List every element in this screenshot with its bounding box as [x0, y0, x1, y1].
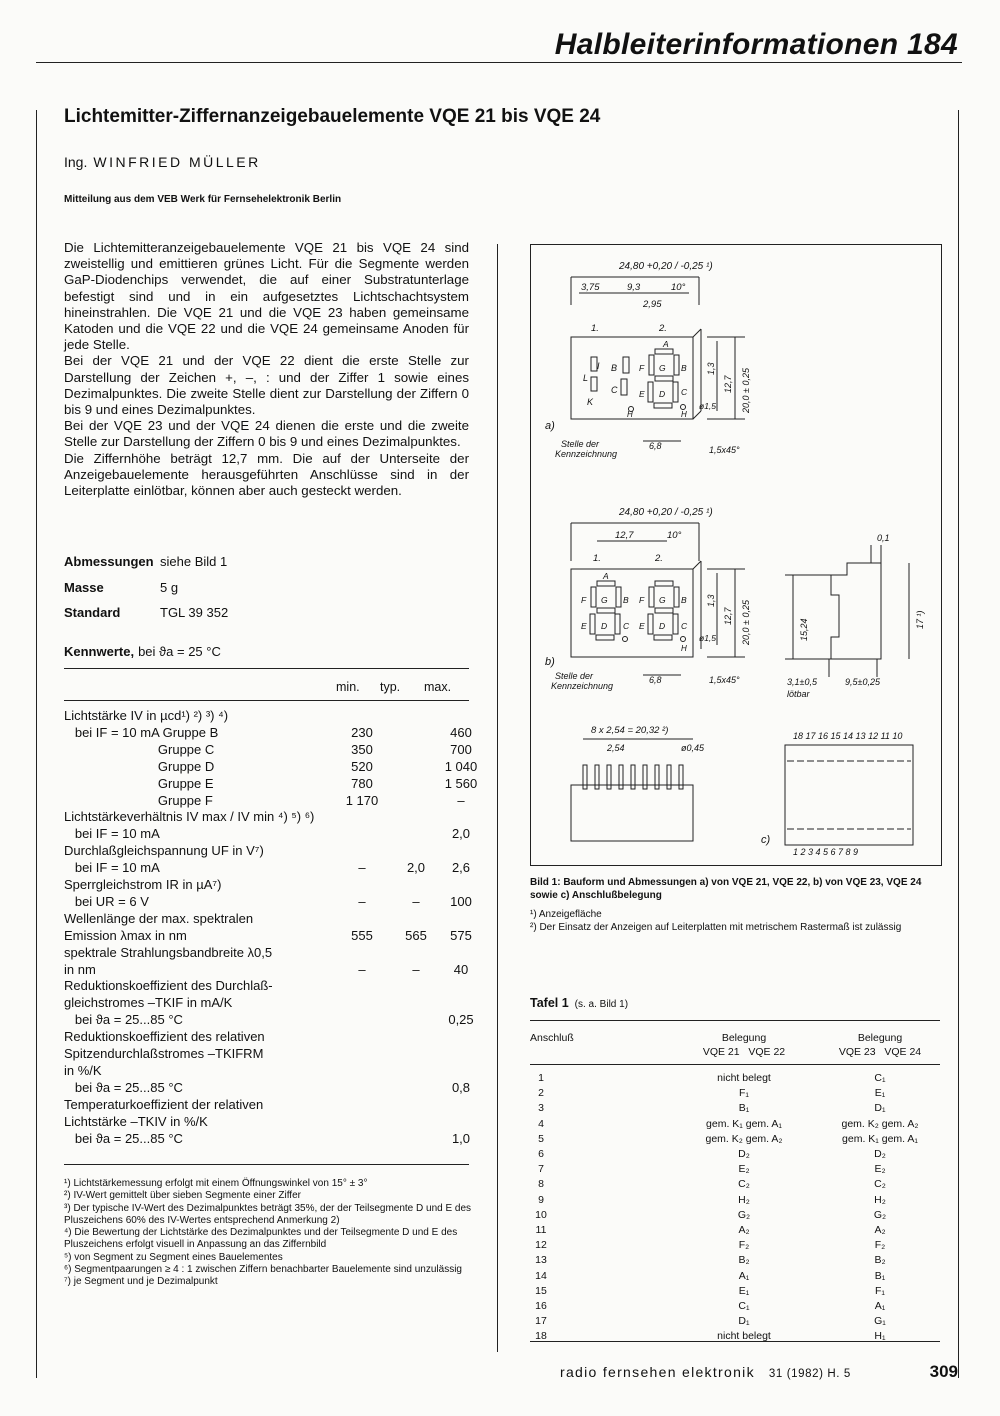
- dim-h3-b: 1,3: [706, 594, 716, 607]
- kennwerte-condition: bei ϑa = 25 °C: [138, 644, 221, 659]
- tafel-bel2: B₂: [874, 1254, 886, 1267]
- tafel-row: [530, 1315, 940, 1330]
- drawing-b: [545, 507, 751, 691]
- dim-68-b: 6,8: [649, 675, 662, 685]
- left-margin-line: [36, 110, 37, 1378]
- tafel-row: [530, 1148, 940, 1163]
- drawing-pins: [571, 725, 705, 841]
- tafel-bel1: B₁: [738, 1102, 750, 1115]
- footnote: ⁷) je Segment und je Dezimalpunkt: [64, 1276, 218, 1288]
- seg-b2: B: [681, 363, 687, 373]
- paragraph: Die Lichtemitteranzeigebauelemente VQE 21 bis VQE 24 sind zweistellig und emittieren grünes Licht. Für die Segmente werden GaP-Diodenchips verwendet, die auf einer Substratunterlage befestigt sind und in ein aufgesetztes Lichtschachtsystem hineinstrahlen. Die VQE 21 und die VQE 23 haben gemeinsame Katoden und die VQE 22 und die VQE 24 gemeinsame Anoden für jede Stelle.: [64, 240, 469, 353]
- param-row: [64, 1012, 474, 1029]
- tafel-bel1: B₂: [738, 1254, 750, 1267]
- param-row: [64, 1063, 469, 1080]
- param-row: [64, 741, 472, 759]
- paragraph: Die Ziffernhöhe beträgt 12,7 mm. Die auf der Unterseite der Anzeigebauelemente herausgeführten Anschlüsse sind in der Leiterplatte einlötbar, können aber auch gesteckt werden.: [64, 450, 469, 499]
- tafel-pin: 3: [538, 1102, 544, 1115]
- dim-chamfer-a: 1,5x45°: [709, 445, 740, 455]
- seg-c2b: C: [681, 621, 688, 631]
- param-row: [64, 724, 472, 742]
- param-label: Gruppe E: [64, 775, 214, 791]
- param-max: 0,8: [451, 1079, 471, 1095]
- tafel-bel2: F₂: [874, 1239, 886, 1252]
- param-label: in nm: [64, 961, 96, 977]
- seg-a1b: A: [603, 571, 609, 581]
- param-label: Reduktionskoeffizient des relativen: [64, 1029, 265, 1045]
- pos-2-a: 2.: [659, 323, 667, 334]
- param-typ: –: [412, 893, 420, 909]
- kennz-b: Kennzeichnung: [551, 681, 614, 691]
- tafel-bel2: A₁: [874, 1300, 886, 1312]
- param-typ: –: [412, 961, 420, 977]
- journal-issue: 31 (1982) H. 5: [768, 1368, 851, 1380]
- tafel-bel2: F₁: [875, 1284, 885, 1297]
- param-label: gleichstromes –TKIF in mA/K: [64, 995, 233, 1011]
- tafel-bel1: F₁: [739, 1087, 749, 1100]
- author: [64, 154, 261, 170]
- spec-value: siehe Bild 1: [160, 554, 228, 569]
- param-label: Spitzendurchlaßstromes –TKIFRM: [64, 1046, 264, 1061]
- caption-main: Bild 1: Bauform und Abmessungen a) von VQE 21, VQE 22, b) von VQE 23, VQE 24 sowie c) Anschlußbelegung: [530, 877, 922, 901]
- param-row: [64, 1097, 469, 1114]
- seg-g1b: G: [601, 595, 608, 605]
- seg-e1b: E: [581, 621, 587, 631]
- caption-note: ¹) Anzeigefläche: [530, 909, 602, 920]
- seg-a2: A: [663, 339, 669, 349]
- table-rule-header: [64, 700, 469, 701]
- footer-journal: [560, 1364, 851, 1380]
- dim-68-a: 6,8: [649, 441, 662, 451]
- tafel-pin: 10: [535, 1208, 547, 1221]
- spec-row: [64, 605, 228, 620]
- param-label: spektrale Strahlungsbandbreite λ0,5: [64, 944, 273, 960]
- tafel-bel1: nicht belegt: [717, 1330, 771, 1343]
- param-min: 555: [351, 927, 373, 943]
- footnote: ⁴) Die Bewertung der Lichtstärke des Dezimalpunktes und der Teilsegmente D und E des Pluszeichens erfolgt visuell in Anpassung an das Ziffernbild: [64, 1227, 458, 1251]
- spec-label: Abmessungen: [64, 554, 154, 569]
- tafel-h-anschluss: Anschluß: [530, 1032, 574, 1044]
- drawing-side: [785, 533, 925, 699]
- tafel-bel1: H₂: [738, 1193, 750, 1206]
- param-label: Gruppe D: [64, 758, 215, 774]
- dim-h1-b: 12,7: [723, 607, 733, 625]
- tafel-bel1: E₂: [738, 1163, 750, 1176]
- param-max: 2,6: [451, 860, 471, 876]
- tafel-bel1: G₂: [737, 1208, 751, 1221]
- param-label: bei ϑa = 25...85 °C: [64, 1079, 183, 1095]
- tafel-pin: 12: [535, 1239, 547, 1252]
- col-max: max.: [424, 680, 452, 694]
- tafel-pin: 9: [538, 1193, 544, 1206]
- param-row: [64, 911, 469, 928]
- seg-c1: C: [611, 385, 618, 395]
- param-row: [64, 893, 472, 911]
- pos-1-a: 1.: [591, 323, 599, 334]
- tafel-bel1: D₁: [738, 1315, 750, 1328]
- seg-f2: F: [639, 363, 645, 373]
- tafel-h-bel2: Belegung: [857, 1032, 903, 1044]
- param-label: bei IF = 10 mA: [64, 826, 160, 842]
- tafel-row: [530, 1072, 940, 1087]
- footnote: ²) IV-Wert gemittelt über sieben Segmente einer Ziffer: [64, 1190, 301, 1202]
- author-name: WINFRIED MÜLLER: [93, 154, 261, 170]
- param-min: 1 170: [345, 792, 379, 808]
- tafel-pin: 7: [538, 1163, 544, 1176]
- technical-drawing: [531, 245, 941, 865]
- dim-a2: 9,3: [627, 282, 641, 293]
- param-max: 460: [450, 724, 472, 740]
- param-max: –: [457, 792, 465, 808]
- dim-width-a: 24,80 +0,20 / -0,25 ¹): [619, 261, 713, 272]
- kennz-a: Kennzeichnung: [555, 449, 618, 459]
- dim-side5: 9,5±0,25: [845, 677, 880, 687]
- tafel-rule-header: [530, 1064, 940, 1065]
- tafel-pin: 18: [535, 1330, 547, 1343]
- footnote: ³) Der typische IV-Wert des Dezimalpunktes beträgt 35%, der der Teilsegmente D und E des Pluszeichens 60% des IV-Wertes entsprechend Anmerkung 2): [64, 1202, 472, 1226]
- seg-e2b: E: [639, 621, 645, 631]
- right-margin-line: [958, 110, 959, 1378]
- param-min: 350: [351, 741, 373, 757]
- param-min: 230: [351, 724, 373, 740]
- tafel-bel1: D₂: [738, 1148, 750, 1160]
- param-label: bei IF = 10 mA Gruppe B: [64, 724, 219, 740]
- tafel-row: [530, 1087, 940, 1102]
- param-row: [64, 962, 469, 979]
- tafel-bel1: F₂: [738, 1239, 750, 1252]
- seg-b1b: B: [623, 595, 629, 605]
- dim-side4: 3,1±0,5: [787, 677, 817, 687]
- tafel-row: [530, 1254, 940, 1269]
- param-row: [64, 708, 469, 725]
- seg-b1: B: [611, 363, 618, 373]
- tafel-bel2: E₂: [874, 1163, 886, 1176]
- param-row: [64, 927, 472, 945]
- param-typ: 2,0: [406, 860, 426, 876]
- dim-b1: 12,7: [615, 530, 634, 541]
- tafel-row: [530, 1118, 940, 1133]
- param-label: Temperaturkoeffizient der relativen: [64, 1096, 264, 1112]
- tafel-pin: 11: [535, 1224, 547, 1236]
- seg-h2b: H: [681, 644, 687, 653]
- pos-2-b: 2.: [655, 553, 663, 564]
- paragraph: Bei der VQE 21 und der VQE 22 dient die erste Stelle zur Darstellung der Zeichen +, –, : und der Ziffer 1 sowie eines Dezimalpunktes. Die zweite Stelle dient zur Darstellung der Ziffern 0 bis 9 und eines Dezimalpunktes.: [64, 353, 469, 418]
- spec-label: Masse: [64, 580, 104, 595]
- tafel-row: [530, 1239, 940, 1254]
- param-label: Durchlaßgleichspannung UF in V⁷): [64, 843, 264, 859]
- param-row: [64, 995, 469, 1012]
- param-min: 520: [351, 758, 373, 774]
- dim-side4b: lötbar: [787, 689, 810, 699]
- param-label: Reduktionskoeffizient des Durchlaß-: [64, 978, 273, 994]
- dim-a4: 2,95: [643, 299, 662, 310]
- param-label: Gruppe F: [64, 792, 213, 808]
- param-label: Lichtstärke IV in µcd¹) ²) ³) ⁴): [64, 708, 229, 723]
- author-prefix: Ing.: [64, 154, 88, 170]
- tafel-bel2: gem. K₂ gem. A₂: [841, 1117, 919, 1130]
- spec-row: [64, 554, 227, 569]
- tafel-bel1: E₁: [738, 1284, 750, 1297]
- tafel-bel1: C₁: [738, 1300, 750, 1312]
- stelle-b: Stelle der: [555, 671, 594, 681]
- tafel-rule-bottom: [530, 1341, 940, 1342]
- param-label: Lichtstärkeverhältnis IV max / IV min ⁴) ⁵) ⁶): [64, 809, 315, 825]
- body-text: [64, 240, 469, 499]
- param-row: [64, 1114, 469, 1131]
- tafel-pin: 4: [538, 1117, 544, 1130]
- seg-h2: H: [681, 410, 687, 419]
- tafel-bel1: nicht belegt: [717, 1072, 771, 1084]
- param-row: [64, 775, 478, 793]
- tafel-bel2: C₂: [874, 1178, 886, 1191]
- dim-h2-b: 20,0 ± 0,25: [741, 600, 751, 645]
- param-row: [64, 860, 469, 877]
- pins-top: 18 17 16 15 14 13 12 11 10: [793, 731, 903, 741]
- param-max: 100: [450, 893, 472, 909]
- seg-d1b: D: [601, 621, 608, 631]
- tafel-bel2: B₁: [874, 1269, 886, 1282]
- tafel-bel2: D₂: [874, 1148, 886, 1160]
- tafel-bel2: H₂: [874, 1193, 886, 1206]
- tafel-row: [530, 1163, 940, 1178]
- footnote: ⁵) von Segment zu Segment eines Bauelementes: [64, 1251, 283, 1263]
- seg-e2: E: [639, 389, 645, 399]
- col-min: min.: [336, 680, 360, 694]
- tafel-bel2: gem. K₁ gem. A₁: [842, 1132, 918, 1145]
- affiliation: Mitteilung aus dem VEB Werk für Fernsehelektronik Berlin: [64, 194, 342, 205]
- tafel-row: [530, 1285, 940, 1300]
- tafel-ref: (s. a. Bild 1): [574, 999, 629, 1010]
- tafel-bel1: gem. K₁ gem. A₁: [706, 1117, 782, 1130]
- dim-h3-a: 1,3: [706, 362, 716, 375]
- param-label: bei IF = 10 mA: [64, 860, 160, 876]
- tafel-pin: 14: [535, 1269, 547, 1282]
- seg-d2b: D: [659, 621, 666, 631]
- pins-bottom: 1 2 3 4 5 6 7 8 9: [793, 847, 859, 857]
- param-max: 1 040: [444, 758, 478, 774]
- footnotes: [64, 1178, 476, 1289]
- tafel-row: [530, 1133, 940, 1148]
- dim-dp-b: ø1,5: [699, 633, 717, 643]
- label-a: a): [545, 420, 555, 432]
- tafel-bel2: G₁: [874, 1315, 886, 1328]
- tafel-bel2: H₁: [874, 1330, 886, 1343]
- param-row: [64, 826, 469, 843]
- param-row: [64, 809, 469, 826]
- dim-side2: 15,24: [799, 618, 809, 641]
- tafel-bel2: D₁: [874, 1102, 886, 1115]
- tafel-pin: 2: [538, 1087, 544, 1100]
- seg-c2: C: [681, 387, 688, 397]
- label-b: b): [545, 656, 555, 668]
- param-label: bei ϑa = 25...85 °C: [64, 1130, 183, 1146]
- param-label: Gruppe C: [64, 741, 215, 757]
- stelle-a: Stelle der: [561, 439, 600, 449]
- dim-chamfer-b: 1,5x45°: [709, 675, 740, 685]
- footnote: ⁶) Segmentpaarungen ≥ 4 : 1 zwischen Ziffern benachbarter Bauelemente sind unzulässig: [64, 1264, 462, 1276]
- param-row: [64, 1131, 469, 1148]
- seg-f2b: F: [639, 595, 645, 605]
- dim-h1-a: 12,7: [723, 375, 733, 393]
- table-rule-top: [64, 668, 469, 669]
- tafel-bel2: E₁: [874, 1087, 886, 1100]
- journal-name: radio fernsehen elektronik: [560, 1364, 755, 1380]
- tafel-name: Tafel 1: [530, 996, 569, 1010]
- tafel-h-bel1-sub: VQE 21 VQE 22: [702, 1046, 786, 1058]
- spec-row: [64, 580, 178, 595]
- seg-f1b: F: [581, 595, 587, 605]
- drawing-c: [761, 731, 913, 857]
- dim-a3: 10°: [671, 282, 686, 293]
- paragraph: Bei der VQE 23 und der VQE 24 dienen die erste und die zweite Stelle zur Darstellung der Ziffern 0 bis 9 und eines Dezimalpunktes.: [64, 418, 469, 450]
- tafel-row: [530, 1300, 940, 1315]
- table-rule-bottom: [64, 1164, 469, 1165]
- seg-g2: G: [659, 363, 666, 373]
- param-row: [64, 1046, 469, 1063]
- tafel-title: [530, 996, 628, 1010]
- tafel-bel2: A₂: [874, 1224, 886, 1236]
- footnote: ¹) Lichtstärkemessung erfolgt mit einem Öffnungswinkel von 15° ± 3°: [64, 1178, 368, 1189]
- param-max: 700: [450, 741, 472, 757]
- param-max: 1 560: [444, 775, 478, 791]
- param-row: [64, 793, 469, 810]
- header-title: Halbleiterinformationen 184: [554, 28, 958, 61]
- param-min: 780: [351, 775, 373, 791]
- param-min: –: [358, 893, 366, 909]
- tafel-bel1: A₁: [738, 1269, 750, 1282]
- tafel-row: [530, 1209, 940, 1224]
- seg-b2b: B: [681, 595, 687, 605]
- seg-c1b: C: [623, 621, 630, 631]
- tafel-bel2: G₂: [873, 1208, 887, 1221]
- dim-pin-pitch: 2,54: [607, 743, 625, 753]
- figure-box: [530, 244, 942, 866]
- article-title: Lichtemitter-Ziffernanzeigebauelemente VQE 21 bis VQE 24: [64, 106, 601, 127]
- tafel-row: [530, 1270, 940, 1285]
- param-max: 2,0: [451, 826, 471, 842]
- tafel-bel1: A₂: [738, 1224, 750, 1236]
- tafel-row: [530, 1330, 940, 1345]
- param-label: Sperrgleichstrom IR in µA⁷): [64, 877, 222, 892]
- tafel-pin: 5: [538, 1132, 544, 1145]
- dim-side3: 17 ¹): [915, 610, 925, 629]
- tafel-pin: 16: [535, 1300, 547, 1312]
- tafel-row: [530, 1194, 940, 1209]
- dim-dp-a: ø1,5: [699, 401, 717, 411]
- seg-i: I: [597, 361, 600, 371]
- col-typ: typ.: [380, 680, 401, 694]
- param-label: Lichtstärke –TKIV in %/K: [64, 1113, 208, 1129]
- param-max: 40: [453, 961, 469, 977]
- param-min: –: [358, 961, 366, 977]
- label-c: c): [761, 834, 771, 846]
- dim-pins: 8 x 2,54 = 20,32 ²): [591, 725, 669, 736]
- tafel-pin: 1: [538, 1072, 544, 1084]
- dim-side1: 0,1: [877, 533, 890, 543]
- param-min: –: [358, 860, 366, 876]
- tafel-bel1: C₂: [738, 1178, 750, 1191]
- tafel-bel1: gem. K₂ gem. A₂: [705, 1132, 783, 1145]
- param-label: in %/K: [64, 1062, 102, 1078]
- seg-l: L: [583, 373, 589, 383]
- tafel-row: [530, 1178, 940, 1193]
- spec-value: TGL 39 352: [160, 605, 229, 620]
- seg-g2b: G: [659, 595, 666, 605]
- caption-note: ²) Der Einsatz der Anzeigen auf Leiterplatten mit metrischem Rastermaß ist zulässig: [530, 922, 902, 933]
- tafel-row: [530, 1102, 940, 1117]
- tafel-pin: 13: [535, 1254, 547, 1267]
- param-row: [64, 843, 469, 860]
- dim-a1: 3,75: [581, 282, 600, 293]
- param-max: 0,25: [448, 1012, 474, 1028]
- kennwerte-heading: [64, 644, 221, 659]
- param-max: 575: [450, 927, 472, 943]
- pos-1-b: 1.: [593, 553, 601, 564]
- tafel-h-bel1: Belegung: [721, 1032, 767, 1044]
- tafel-pin: 17: [535, 1315, 547, 1328]
- dim-pin-d: ø0,45: [681, 743, 705, 753]
- spec-label: Standard: [64, 605, 121, 620]
- kennwerte-label: Kennwerte,: [64, 644, 135, 659]
- drawing-a: [545, 261, 751, 459]
- param-row: [64, 945, 469, 962]
- dim-width-b: 24,80 +0,20 / -0,25 ¹): [619, 507, 713, 518]
- header-rule: [36, 62, 962, 63]
- dim-b-angle: 10°: [667, 530, 682, 541]
- page-number: 309: [929, 1362, 958, 1381]
- tafel-h-bel2-sub: VQE 23 VQE 24: [838, 1046, 922, 1058]
- param-typ: 565: [405, 927, 427, 943]
- seg-k: K: [587, 397, 594, 407]
- param-row: [64, 758, 478, 776]
- tafel-row: [530, 1224, 940, 1239]
- figure-caption: [530, 876, 940, 934]
- param-max: 1,0: [451, 1130, 471, 1146]
- tafel-bel2: C₁: [874, 1072, 886, 1084]
- dim-h2-a: 20,0 ± 0,25: [741, 368, 751, 413]
- param-label: bei UR = 6 V: [64, 893, 149, 909]
- param-label: bei ϑa = 25...85 °C: [64, 1012, 183, 1028]
- tafel-pin: 8: [538, 1178, 544, 1191]
- param-row: [64, 1080, 469, 1097]
- param-label: Emission λmax in nm: [64, 927, 187, 943]
- param-row: [64, 1029, 469, 1046]
- seg-h1: H: [627, 410, 633, 419]
- tafel-rule-top: [530, 1020, 940, 1021]
- tafel-pin: 6: [538, 1148, 544, 1160]
- column-divider: [497, 244, 498, 1352]
- param-row: [64, 978, 469, 995]
- spec-value: 5 g: [160, 580, 179, 595]
- seg-d2: D: [659, 389, 666, 399]
- param-row: [64, 877, 469, 894]
- tafel-pin: 15: [535, 1284, 547, 1297]
- param-label: Wellenlänge der max. spektralen: [64, 910, 254, 926]
